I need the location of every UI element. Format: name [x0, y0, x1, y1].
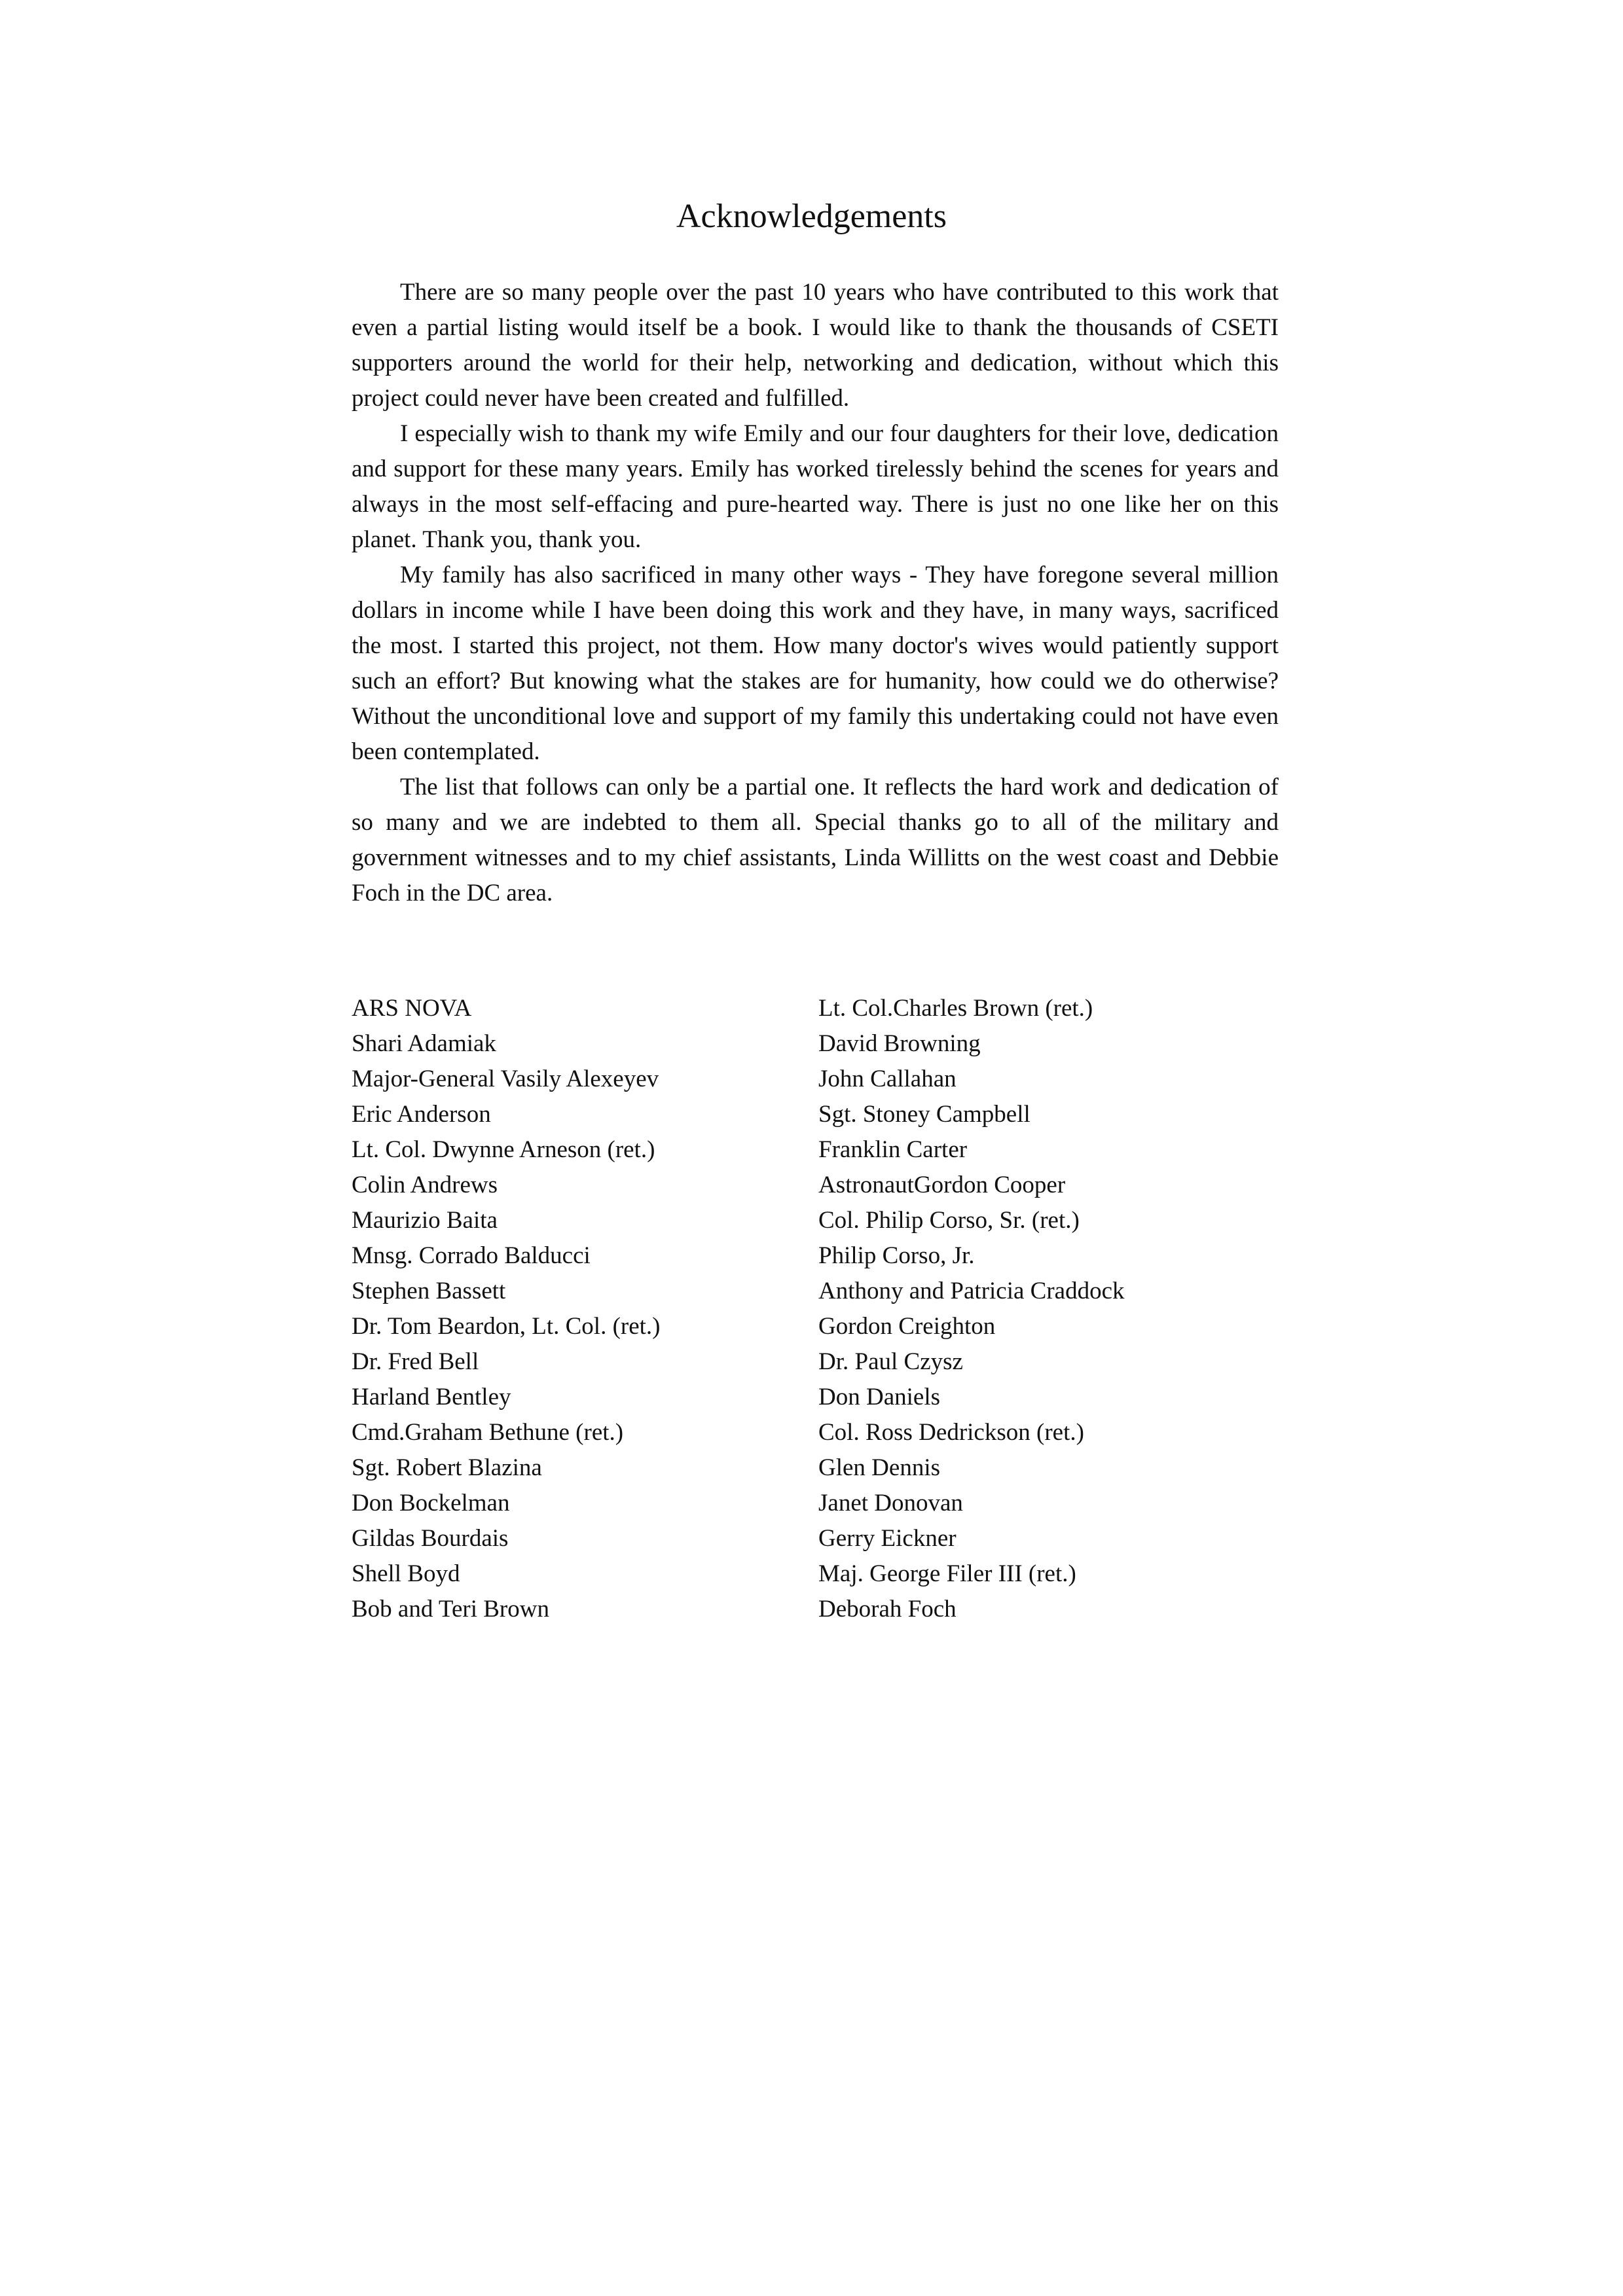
name-item: Col. Philip Corso, Sr. (ret.): [818, 1207, 1080, 1234]
name-item: Janet Donovan: [818, 1490, 963, 1516]
name-item: Shari Adamiak: [352, 1030, 496, 1057]
name-item: John Callahan: [818, 1066, 957, 1092]
name-item: ARS NOVA: [352, 995, 472, 1022]
name-item: Cmd.Graham Bethune (ret.): [352, 1419, 624, 1446]
name-item: Lt. Col. Dwynne Arneson (ret.): [352, 1136, 655, 1163]
name-item: Gerry Eickner: [818, 1525, 957, 1552]
name-item: Anthony and Patricia Craddock: [818, 1278, 1125, 1304]
name-item: AstronautGordon Cooper: [818, 1172, 1066, 1198]
name-item: Bob and Teri Brown: [352, 1596, 549, 1623]
name-item: Major-General Vasily Alexeyev: [352, 1066, 659, 1092]
name-item: Don Daniels: [818, 1384, 940, 1410]
name-item: Sgt. Robert Blazina: [352, 1454, 542, 1481]
name-item: Deborah Foch: [818, 1596, 957, 1623]
names-list-right: [818, 991, 1277, 1627]
paragraph: I especially wish to thank my wife Emily and our four daughters for their love, dedication and support for these many years. Emily has worked tirelessly behind the scenes for years and always in the most self-effacing and pure-hearted way. There is just no one like her on this planet. Thank you, thank you.: [352, 420, 1279, 553]
paragraph: My family has also sacrificed in many other ways - They have foregone several million dollars in income while I have been doing this work and they have, in many ways, sacrificed the most. I started this project, not them. How many doctor's wives would patiently support such an effort? But knowing what the stakes are for humanity, how could we do otherwise? Without the unconditional love and support of my family this undertaking could not have even been contemplated.: [352, 562, 1279, 765]
name-item: Gordon Creighton: [818, 1313, 996, 1340]
name-item: Philip Corso, Jr.: [818, 1242, 975, 1269]
names-list-left: [352, 991, 771, 1627]
name-item: Eric Anderson: [352, 1101, 491, 1128]
paragraph: There are so many people over the past 10 years who have contributed to this work that even a partial listing would itself be a book. I would like to thank the thousands of CSETI supporters around the world for their help, networking and dedication, without which this project could never have been created and fulfilled.: [352, 279, 1279, 412]
name-item: Colin Andrews: [352, 1172, 498, 1198]
page-title: Acknowledgements: [676, 198, 947, 235]
name-item: David Browning: [818, 1030, 981, 1057]
paragraph: The list that follows can only be a partial one. It reflects the hard work and dedication of so many and we are indebted to them all. Special thanks go to all of the military and government witnesses and to my chief assistants, Linda Willitts on the west coast and Debbie Foch in the DC area.: [352, 774, 1279, 906]
name-item: Dr. Fred Bell: [352, 1348, 479, 1375]
name-item: Maj. George Filer III (ret.): [818, 1560, 1076, 1587]
name-item: Lt. Col.Charles Brown (ret.): [818, 995, 1093, 1022]
name-item: Franklin Carter: [818, 1136, 968, 1163]
name-item: Sgt. Stoney Campbell: [818, 1101, 1030, 1128]
name-item: Gildas Bourdais: [352, 1525, 509, 1552]
name-item: Shell Boyd: [352, 1560, 460, 1587]
name-item: Dr. Paul Czysz: [818, 1348, 963, 1375]
name-item: Stephen Bassett: [352, 1278, 506, 1304]
body-text: [352, 275, 1279, 911]
name-item: Harland Bentley: [352, 1384, 511, 1410]
name-item: Glen Dennis: [818, 1454, 940, 1481]
name-item: Mnsg. Corrado Balducci: [352, 1242, 591, 1269]
name-item: Dr. Tom Beardon, Lt. Col. (ret.): [352, 1313, 661, 1340]
name-item: Maurizio Baita: [352, 1207, 498, 1234]
name-item: Don Bockelman: [352, 1490, 510, 1516]
name-item: Col. Ross Dedrickson (ret.): [818, 1419, 1084, 1446]
